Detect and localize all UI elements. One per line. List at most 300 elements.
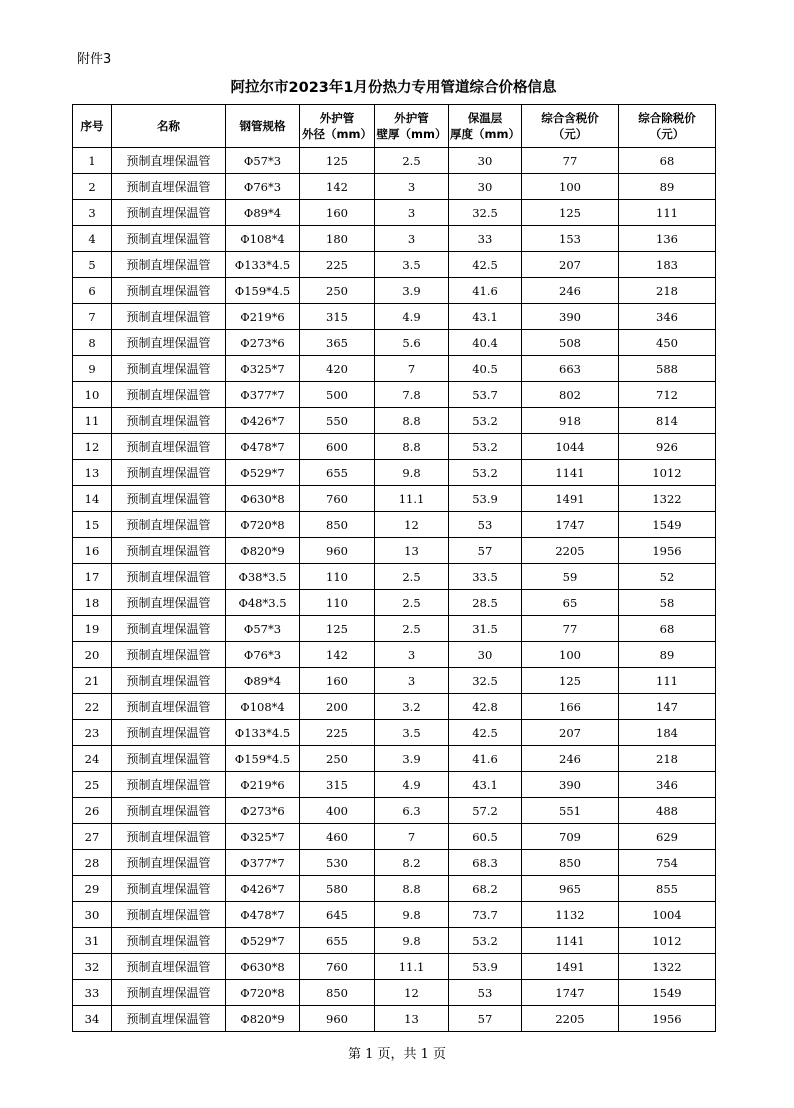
cell-wall-thickness: 12 — [375, 980, 449, 1006]
cell-wall-thickness: 3.9 — [375, 746, 449, 772]
cell-no: 17 — [73, 564, 112, 590]
cell-no: 22 — [73, 694, 112, 720]
cell-spec: Φ38*3.5 — [226, 564, 300, 590]
cell-outer-diameter: 550 — [300, 408, 375, 434]
cell-wall-thickness: 9.8 — [375, 460, 449, 486]
cell-insulation-thickness: 53.2 — [449, 434, 522, 460]
table-row — [73, 590, 716, 616]
cell-price-with-tax: 850 — [522, 850, 619, 876]
cell-wall-thickness: 13 — [375, 538, 449, 564]
cell-spec: Φ89*4 — [226, 200, 300, 226]
cell-outer-diameter: 760 — [300, 954, 375, 980]
cell-wall-thickness: 8.8 — [375, 434, 449, 460]
table-row — [73, 668, 716, 694]
cell-no: 21 — [73, 668, 112, 694]
cell-outer-diameter: 160 — [300, 200, 375, 226]
table-row — [73, 954, 716, 980]
header-price-without-tax: 综合除税价 （元） — [619, 105, 716, 148]
table-row — [73, 356, 716, 382]
cell-insulation-thickness: 41.6 — [449, 746, 522, 772]
cell-price-with-tax: 59 — [522, 564, 619, 590]
cell-spec: Φ159*4.5 — [226, 746, 300, 772]
table-row — [73, 200, 716, 226]
cell-no: 13 — [73, 460, 112, 486]
cell-insulation-thickness: 32.5 — [449, 200, 522, 226]
cell-spec: Φ273*6 — [226, 798, 300, 824]
cell-no: 6 — [73, 278, 112, 304]
cell-outer-diameter: 655 — [300, 928, 375, 954]
cell-insulation-thickness: 60.5 — [449, 824, 522, 850]
cell-price-without-tax: 712 — [619, 382, 716, 408]
cell-insulation-thickness: 28.5 — [449, 590, 522, 616]
cell-no: 27 — [73, 824, 112, 850]
cell-price-with-tax: 709 — [522, 824, 619, 850]
cell-insulation-thickness: 53 — [449, 512, 522, 538]
cell-insulation-thickness: 43.1 — [449, 304, 522, 330]
cell-outer-diameter: 200 — [300, 694, 375, 720]
cell-price-without-tax: 52 — [619, 564, 716, 590]
cell-price-without-tax: 1549 — [619, 980, 716, 1006]
cell-price-with-tax: 100 — [522, 174, 619, 200]
cell-price-with-tax: 918 — [522, 408, 619, 434]
cell-wall-thickness: 3.2 — [375, 694, 449, 720]
cell-name: 预制直埋保温管 — [112, 486, 226, 512]
cell-price-with-tax: 551 — [522, 798, 619, 824]
cell-price-with-tax: 1141 — [522, 460, 619, 486]
cell-price-without-tax: 89 — [619, 642, 716, 668]
cell-price-without-tax: 147 — [619, 694, 716, 720]
cell-price-with-tax: 246 — [522, 278, 619, 304]
cell-price-without-tax: 346 — [619, 304, 716, 330]
cell-price-without-tax: 1012 — [619, 460, 716, 486]
cell-insulation-thickness: 57 — [449, 1006, 522, 1032]
cell-spec: Φ426*7 — [226, 876, 300, 902]
cell-outer-diameter: 580 — [300, 876, 375, 902]
cell-no: 28 — [73, 850, 112, 876]
cell-wall-thickness: 8.8 — [375, 408, 449, 434]
cell-outer-diameter: 250 — [300, 278, 375, 304]
cell-name: 预制直埋保温管 — [112, 902, 226, 928]
cell-insulation-thickness: 42.8 — [449, 694, 522, 720]
cell-outer-diameter: 225 — [300, 720, 375, 746]
table-row — [73, 174, 716, 200]
cell-spec: Φ219*6 — [226, 304, 300, 330]
table-header-row — [73, 105, 716, 148]
cell-name: 预制直埋保温管 — [112, 642, 226, 668]
cell-price-with-tax: 125 — [522, 200, 619, 226]
cell-insulation-thickness: 32.5 — [449, 668, 522, 694]
header-no: 序号 — [73, 105, 112, 148]
cell-insulation-thickness: 73.7 — [449, 902, 522, 928]
table-row — [73, 616, 716, 642]
cell-price-without-tax: 1549 — [619, 512, 716, 538]
cell-price-without-tax: 814 — [619, 408, 716, 434]
cell-no: 16 — [73, 538, 112, 564]
cell-no: 7 — [73, 304, 112, 330]
cell-spec: Φ426*7 — [226, 408, 300, 434]
cell-price-without-tax: 1004 — [619, 902, 716, 928]
cell-spec: Φ219*6 — [226, 772, 300, 798]
cell-insulation-thickness: 30 — [449, 174, 522, 200]
cell-spec: Φ529*7 — [226, 928, 300, 954]
cell-insulation-thickness: 57 — [449, 538, 522, 564]
cell-price-with-tax: 508 — [522, 330, 619, 356]
header-spec: 钢管规格 — [226, 105, 300, 148]
cell-price-without-tax: 68 — [619, 148, 716, 174]
cell-price-with-tax: 207 — [522, 252, 619, 278]
cell-price-with-tax: 1141 — [522, 928, 619, 954]
cell-name: 预制直埋保温管 — [112, 538, 226, 564]
cell-spec: Φ108*4 — [226, 226, 300, 252]
cell-price-with-tax: 390 — [522, 772, 619, 798]
cell-price-with-tax: 663 — [522, 356, 619, 382]
cell-wall-thickness: 4.9 — [375, 772, 449, 798]
cell-name: 预制直埋保温管 — [112, 954, 226, 980]
table-row — [73, 382, 716, 408]
cell-outer-diameter: 142 — [300, 642, 375, 668]
cell-price-with-tax: 1491 — [522, 486, 619, 512]
cell-insulation-thickness: 31.5 — [449, 616, 522, 642]
cell-price-without-tax: 183 — [619, 252, 716, 278]
cell-outer-diameter: 600 — [300, 434, 375, 460]
cell-spec: Φ478*7 — [226, 902, 300, 928]
cell-name: 预制直埋保温管 — [112, 616, 226, 642]
cell-price-with-tax: 166 — [522, 694, 619, 720]
cell-outer-diameter: 960 — [300, 1006, 375, 1032]
cell-spec: Φ377*7 — [226, 850, 300, 876]
cell-insulation-thickness: 68.2 — [449, 876, 522, 902]
cell-name: 预制直埋保温管 — [112, 278, 226, 304]
cell-price-without-tax: 450 — [619, 330, 716, 356]
cell-no: 14 — [73, 486, 112, 512]
cell-spec: Φ325*7 — [226, 356, 300, 382]
cell-name: 预制直埋保温管 — [112, 564, 226, 590]
cell-no: 32 — [73, 954, 112, 980]
cell-price-without-tax: 1956 — [619, 1006, 716, 1032]
cell-insulation-thickness: 40.5 — [449, 356, 522, 382]
cell-outer-diameter: 655 — [300, 460, 375, 486]
cell-wall-thickness: 12 — [375, 512, 449, 538]
cell-wall-thickness: 3 — [375, 668, 449, 694]
cell-insulation-thickness: 68.3 — [449, 850, 522, 876]
cell-wall-thickness: 3 — [375, 226, 449, 252]
cell-spec: Φ57*3 — [226, 148, 300, 174]
cell-name: 预制直埋保温管 — [112, 694, 226, 720]
cell-price-without-tax: 1012 — [619, 928, 716, 954]
cell-wall-thickness: 9.8 — [375, 902, 449, 928]
cell-price-with-tax: 77 — [522, 616, 619, 642]
header-wall-thickness: 外护管 壁厚（mm） — [375, 105, 449, 148]
cell-spec: Φ159*4.5 — [226, 278, 300, 304]
cell-price-without-tax: 346 — [619, 772, 716, 798]
cell-wall-thickness: 9.8 — [375, 928, 449, 954]
cell-price-without-tax: 184 — [619, 720, 716, 746]
header-outer-diameter: 外护管 外径（mm） — [300, 105, 375, 148]
cell-wall-thickness: 7 — [375, 824, 449, 850]
table-row — [73, 564, 716, 590]
cell-insulation-thickness: 42.5 — [449, 252, 522, 278]
cell-no: 33 — [73, 980, 112, 1006]
cell-price-with-tax: 802 — [522, 382, 619, 408]
cell-no: 34 — [73, 1006, 112, 1032]
attachment-label: 附件3 — [77, 52, 112, 67]
cell-price-with-tax: 1132 — [522, 902, 619, 928]
cell-no: 2 — [73, 174, 112, 200]
table-row — [73, 798, 716, 824]
cell-insulation-thickness: 53 — [449, 980, 522, 1006]
cell-no: 25 — [73, 772, 112, 798]
table-row — [73, 148, 716, 174]
cell-spec: Φ529*7 — [226, 460, 300, 486]
cell-price-with-tax: 246 — [522, 746, 619, 772]
cell-name: 预制直埋保温管 — [112, 434, 226, 460]
cell-insulation-thickness: 42.5 — [449, 720, 522, 746]
table-row — [73, 1006, 716, 1032]
table-row — [73, 512, 716, 538]
table-row — [73, 408, 716, 434]
cell-spec: Φ76*3 — [226, 174, 300, 200]
cell-price-without-tax: 58 — [619, 590, 716, 616]
cell-price-with-tax: 965 — [522, 876, 619, 902]
cell-name: 预制直埋保温管 — [112, 928, 226, 954]
cell-price-without-tax: 218 — [619, 278, 716, 304]
cell-spec: Φ820*9 — [226, 1006, 300, 1032]
cell-insulation-thickness: 53.2 — [449, 460, 522, 486]
price-table — [72, 104, 716, 1032]
cell-insulation-thickness: 33 — [449, 226, 522, 252]
cell-insulation-thickness: 41.6 — [449, 278, 522, 304]
cell-outer-diameter: 960 — [300, 538, 375, 564]
cell-wall-thickness: 8.2 — [375, 850, 449, 876]
cell-price-with-tax: 1044 — [522, 434, 619, 460]
cell-name: 预制直埋保温管 — [112, 590, 226, 616]
header-name: 名称 — [112, 105, 226, 148]
table-row — [73, 304, 716, 330]
cell-insulation-thickness: 53.9 — [449, 954, 522, 980]
cell-outer-diameter: 225 — [300, 252, 375, 278]
cell-outer-diameter: 645 — [300, 902, 375, 928]
table-row — [73, 434, 716, 460]
cell-outer-diameter: 125 — [300, 148, 375, 174]
cell-spec: Φ48*3.5 — [226, 590, 300, 616]
cell-price-with-tax: 2205 — [522, 1006, 619, 1032]
cell-price-without-tax: 754 — [619, 850, 716, 876]
cell-no: 15 — [73, 512, 112, 538]
cell-wall-thickness: 11.1 — [375, 954, 449, 980]
cell-spec: Φ377*7 — [226, 382, 300, 408]
cell-spec: Φ76*3 — [226, 642, 300, 668]
cell-name: 预制直埋保温管 — [112, 512, 226, 538]
cell-name: 预制直埋保温管 — [112, 1006, 226, 1032]
cell-no: 29 — [73, 876, 112, 902]
cell-outer-diameter: 110 — [300, 590, 375, 616]
table-body — [73, 148, 716, 1032]
cell-outer-diameter: 530 — [300, 850, 375, 876]
cell-price-without-tax: 1956 — [619, 538, 716, 564]
cell-name: 预制直埋保温管 — [112, 720, 226, 746]
table-row — [73, 850, 716, 876]
cell-insulation-thickness: 57.2 — [449, 798, 522, 824]
cell-no: 12 — [73, 434, 112, 460]
cell-name: 预制直埋保温管 — [112, 382, 226, 408]
cell-price-without-tax: 136 — [619, 226, 716, 252]
cell-outer-diameter: 760 — [300, 486, 375, 512]
cell-spec: Φ89*4 — [226, 668, 300, 694]
cell-wall-thickness: 7.8 — [375, 382, 449, 408]
cell-name: 预制直埋保温管 — [112, 148, 226, 174]
cell-outer-diameter: 850 — [300, 512, 375, 538]
cell-wall-thickness: 3 — [375, 642, 449, 668]
cell-price-with-tax: 207 — [522, 720, 619, 746]
cell-insulation-thickness: 43.1 — [449, 772, 522, 798]
cell-insulation-thickness: 53.2 — [449, 928, 522, 954]
cell-wall-thickness: 7 — [375, 356, 449, 382]
cell-no: 23 — [73, 720, 112, 746]
cell-price-with-tax: 77 — [522, 148, 619, 174]
header-insulation-thickness: 保温层 厚度（mm） — [449, 105, 522, 148]
table-row — [73, 772, 716, 798]
cell-no: 10 — [73, 382, 112, 408]
cell-insulation-thickness: 53.7 — [449, 382, 522, 408]
cell-wall-thickness: 3 — [375, 200, 449, 226]
cell-outer-diameter: 125 — [300, 616, 375, 642]
cell-no: 30 — [73, 902, 112, 928]
cell-outer-diameter: 460 — [300, 824, 375, 850]
cell-spec: Φ720*8 — [226, 512, 300, 538]
cell-insulation-thickness: 40.4 — [449, 330, 522, 356]
cell-name: 预制直埋保温管 — [112, 668, 226, 694]
cell-wall-thickness: 3.9 — [375, 278, 449, 304]
cell-no: 11 — [73, 408, 112, 434]
cell-name: 预制直埋保温管 — [112, 876, 226, 902]
cell-outer-diameter: 365 — [300, 330, 375, 356]
cell-wall-thickness: 3 — [375, 174, 449, 200]
cell-wall-thickness: 2.5 — [375, 564, 449, 590]
header-price-with-tax: 综合含税价 （元） — [522, 105, 619, 148]
page-footer: 第 1 页，共 1 页 — [347, 1047, 447, 1062]
cell-wall-thickness: 11.1 — [375, 486, 449, 512]
cell-name: 预制直埋保温管 — [112, 824, 226, 850]
table-row — [73, 980, 716, 1006]
cell-outer-diameter: 160 — [300, 668, 375, 694]
table-row — [73, 642, 716, 668]
cell-insulation-thickness: 30 — [449, 148, 522, 174]
cell-outer-diameter: 110 — [300, 564, 375, 590]
cell-outer-diameter: 142 — [300, 174, 375, 200]
cell-spec: Φ57*3 — [226, 616, 300, 642]
cell-name: 预制直埋保温管 — [112, 200, 226, 226]
table-row — [73, 226, 716, 252]
cell-price-with-tax: 1747 — [522, 980, 619, 1006]
cell-name: 预制直埋保温管 — [112, 460, 226, 486]
cell-outer-diameter: 180 — [300, 226, 375, 252]
cell-outer-diameter: 850 — [300, 980, 375, 1006]
cell-name: 预制直埋保温管 — [112, 746, 226, 772]
cell-name: 预制直埋保温管 — [112, 174, 226, 200]
cell-name: 预制直埋保温管 — [112, 330, 226, 356]
cell-outer-diameter: 250 — [300, 746, 375, 772]
cell-no: 3 — [73, 200, 112, 226]
table-row — [73, 252, 716, 278]
cell-price-without-tax: 855 — [619, 876, 716, 902]
cell-spec: Φ720*8 — [226, 980, 300, 1006]
cell-spec: Φ108*4 — [226, 694, 300, 720]
cell-insulation-thickness: 30 — [449, 642, 522, 668]
cell-wall-thickness: 6.3 — [375, 798, 449, 824]
cell-price-without-tax: 111 — [619, 668, 716, 694]
cell-price-with-tax: 153 — [522, 226, 619, 252]
table-row — [73, 538, 716, 564]
table-row — [73, 330, 716, 356]
cell-price-without-tax: 588 — [619, 356, 716, 382]
cell-price-with-tax: 65 — [522, 590, 619, 616]
cell-no: 1 — [73, 148, 112, 174]
cell-wall-thickness: 5.6 — [375, 330, 449, 356]
cell-no: 24 — [73, 746, 112, 772]
cell-spec: Φ630*8 — [226, 486, 300, 512]
cell-no: 9 — [73, 356, 112, 382]
cell-wall-thickness: 13 — [375, 1006, 449, 1032]
cell-wall-thickness: 2.5 — [375, 148, 449, 174]
cell-wall-thickness: 4.9 — [375, 304, 449, 330]
cell-insulation-thickness: 33.5 — [449, 564, 522, 590]
cell-outer-diameter: 420 — [300, 356, 375, 382]
cell-outer-diameter: 315 — [300, 772, 375, 798]
cell-price-with-tax: 2205 — [522, 538, 619, 564]
cell-spec: Φ478*7 — [226, 434, 300, 460]
table-row — [73, 486, 716, 512]
cell-insulation-thickness: 53.2 — [449, 408, 522, 434]
cell-no: 26 — [73, 798, 112, 824]
cell-wall-thickness: 3.5 — [375, 252, 449, 278]
cell-price-without-tax: 218 — [619, 746, 716, 772]
cell-spec: Φ325*7 — [226, 824, 300, 850]
cell-no: 8 — [73, 330, 112, 356]
cell-outer-diameter: 400 — [300, 798, 375, 824]
cell-price-without-tax: 629 — [619, 824, 716, 850]
cell-price-with-tax: 1491 — [522, 954, 619, 980]
cell-no: 5 — [73, 252, 112, 278]
cell-name: 预制直埋保温管 — [112, 772, 226, 798]
cell-no: 19 — [73, 616, 112, 642]
cell-name: 预制直埋保温管 — [112, 850, 226, 876]
cell-price-without-tax: 488 — [619, 798, 716, 824]
cell-price-without-tax: 68 — [619, 616, 716, 642]
table-row — [73, 694, 716, 720]
cell-wall-thickness: 2.5 — [375, 590, 449, 616]
cell-price-with-tax: 390 — [522, 304, 619, 330]
cell-name: 预制直埋保温管 — [112, 252, 226, 278]
table-row — [73, 460, 716, 486]
cell-price-with-tax: 125 — [522, 668, 619, 694]
cell-no: 4 — [73, 226, 112, 252]
cell-no: 31 — [73, 928, 112, 954]
cell-outer-diameter: 315 — [300, 304, 375, 330]
cell-price-with-tax: 100 — [522, 642, 619, 668]
cell-no: 18 — [73, 590, 112, 616]
page-title: 阿拉尔市2023年1月份热力专用管道综合价格信息 — [230, 80, 557, 96]
cell-spec: Φ133*4.5 — [226, 720, 300, 746]
table-row — [73, 876, 716, 902]
cell-price-with-tax: 1747 — [522, 512, 619, 538]
cell-name: 预制直埋保温管 — [112, 798, 226, 824]
cell-spec: Φ630*8 — [226, 954, 300, 980]
cell-wall-thickness: 2.5 — [375, 616, 449, 642]
cell-insulation-thickness: 53.9 — [449, 486, 522, 512]
cell-price-without-tax: 1322 — [619, 954, 716, 980]
cell-price-without-tax: 111 — [619, 200, 716, 226]
cell-spec: Φ133*4.5 — [226, 252, 300, 278]
